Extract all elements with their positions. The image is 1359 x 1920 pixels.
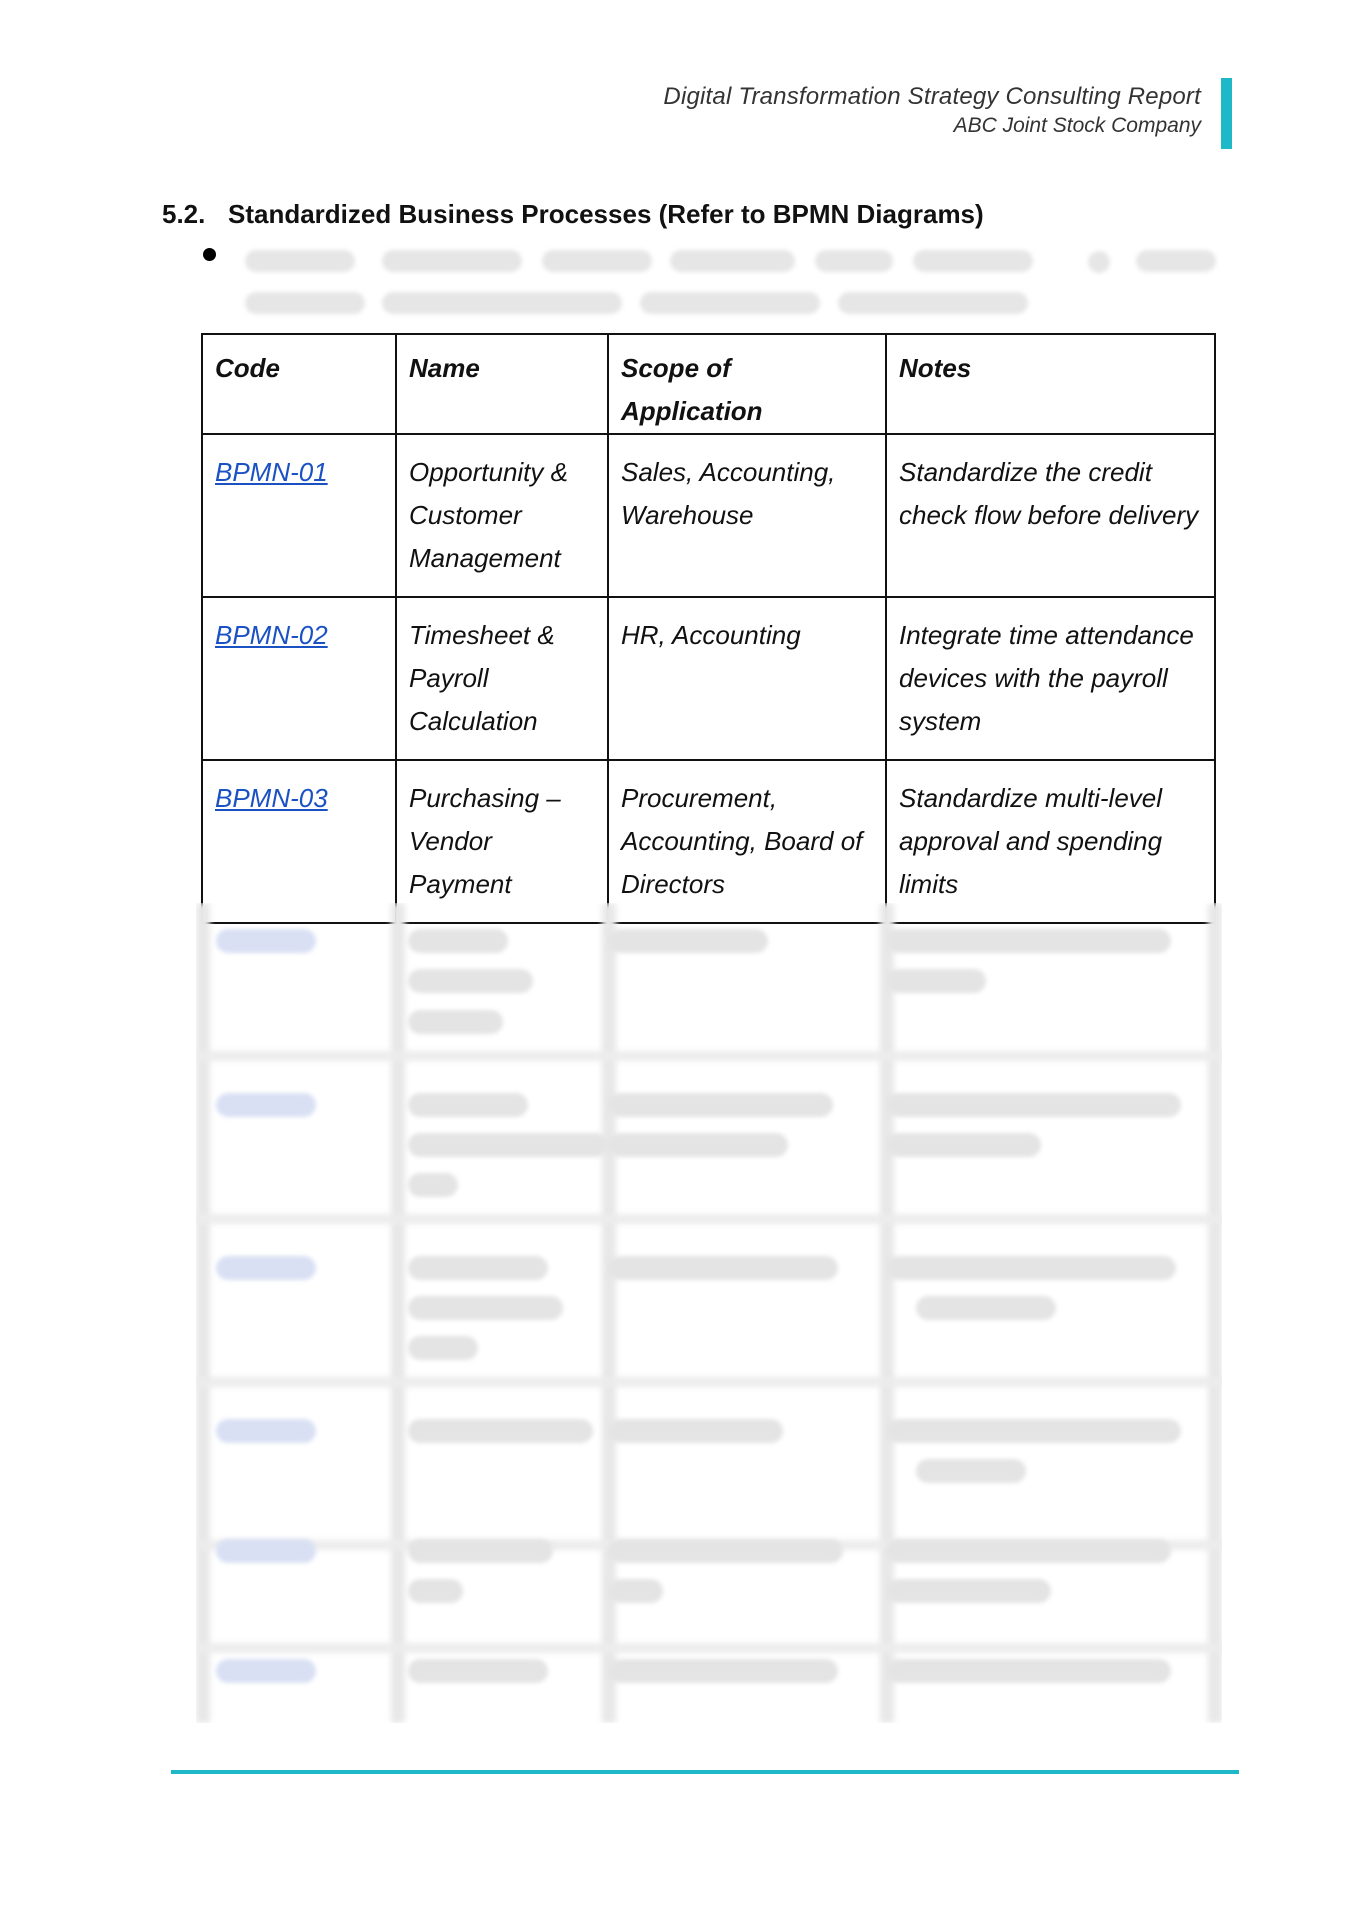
header-scope: Scope of Application: [608, 334, 886, 434]
table-row: [202, 597, 1215, 760]
header-accent-bar: [1221, 78, 1232, 149]
report-title: Digital Transformation Strategy Consulting Report: [663, 83, 1201, 110]
header-name: Name: [396, 334, 608, 434]
company-name: ABC Joint Stock Company: [953, 114, 1201, 137]
table-row: [202, 434, 1215, 597]
scope-cell: HR, Accounting: [608, 597, 886, 760]
footer-divider: [171, 1770, 1239, 1774]
name-cell: Purchasing – Vendor Payment: [396, 760, 608, 923]
notes-cell: Standardize the credit check flow before delivery: [886, 434, 1215, 597]
bpmn-link[interactable]: BPMN-02: [215, 620, 328, 650]
page-header: [663, 82, 1201, 140]
section-number: 5.2.: [162, 199, 206, 229]
name-cell: Opportunity & Customer Management: [396, 434, 608, 597]
obscured-table-rows: [196, 903, 1222, 1723]
header-code: Code: [202, 334, 396, 434]
section-heading: [162, 196, 984, 232]
code-cell: [202, 597, 396, 760]
bullet-icon: [203, 248, 216, 261]
scope-cell: Sales, Accounting, Warehouse: [608, 434, 886, 597]
section-title: Standardized Business Processes (Refer to BPMN Diagrams): [228, 199, 984, 229]
scope-cell: Procurement, Accounting, Board of Directors: [608, 760, 886, 923]
bpmn-link[interactable]: BPMN-01: [215, 457, 328, 487]
bpmn-process-table: [201, 333, 1216, 924]
bpmn-link[interactable]: BPMN-03: [215, 783, 328, 813]
notes-cell: Standardize multi-level approval and spending limits: [886, 760, 1215, 923]
name-cell: Timesheet & Payroll Calculation: [396, 597, 608, 760]
header-notes: Notes: [886, 334, 1215, 434]
table-header-row: [202, 334, 1215, 434]
code-cell: [202, 434, 396, 597]
code-cell: [202, 760, 396, 923]
table-row: [202, 760, 1215, 923]
notes-cell: Integrate time attendance devices with the payroll system: [886, 597, 1215, 760]
